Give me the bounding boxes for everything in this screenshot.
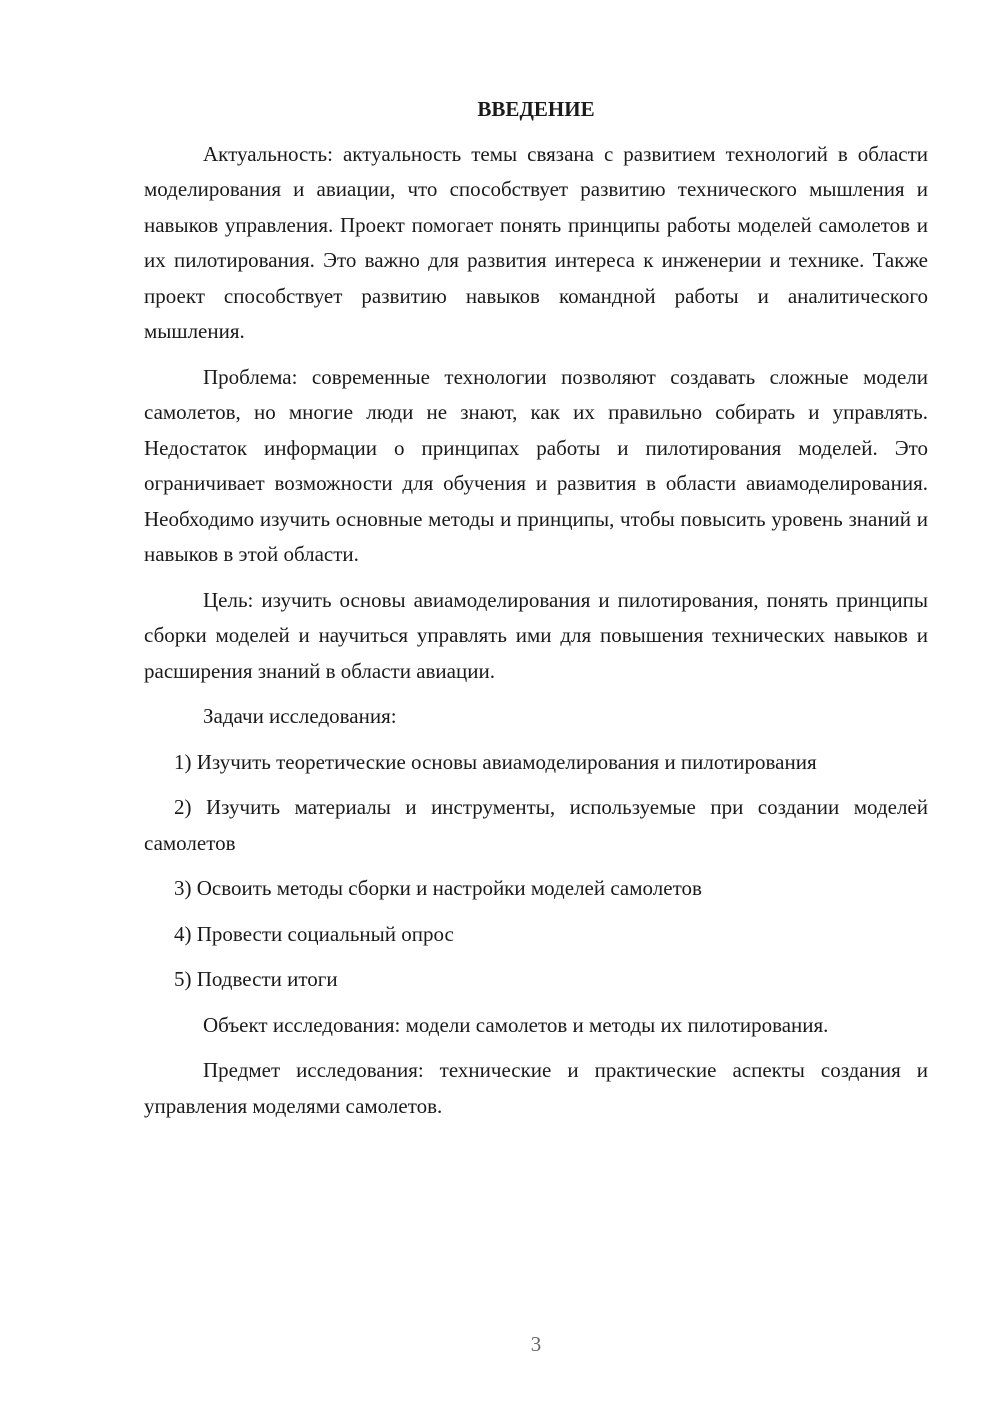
- paragraph-object: Объект исследования: модели самолетов и методы их пилотирования.: [203, 1012, 829, 1037]
- task-item-5: 5) Подвести итоги: [174, 967, 338, 991]
- task-item-3: 3) Освоить методы сборки и настройки моделей самолетов: [174, 876, 702, 900]
- paragraph-relevance: Актуальность: актуальность темы связана с развитием технологий в области моделирования и авиации, что способствует развитию технического мышления и навыков управления. Проект помогает понять принципы работы моделей самолетов и их пилотирования. Это важно для развития интереса к инженерии и технике. Также проект способствует развитию навыков командной работы и аналитического мышления.: [144, 141, 928, 343]
- paragraph-subject: Предмет исследования: технические и практические аспекты создания и управления моделями самолетов.: [144, 1058, 928, 1118]
- task-item-2: 2) Изучить материалы и инструменты, используемые при создании моделей самолетов: [144, 795, 928, 855]
- page-title: ВВЕДЕНИЕ: [477, 97, 595, 121]
- tasks-heading: Задачи исследования:: [203, 704, 397, 728]
- task-item-4: 4) Провести социальный опрос: [174, 921, 454, 946]
- page-number: 3: [530, 1332, 542, 1356]
- paragraph-goal: Цель: изучить основы авиамоделирования и пилотирования, понять принципы сборки моделей и научиться управлять ими для повышения технических навыков и расширения знаний в области авиации.: [144, 587, 928, 683]
- paragraph-problem: Проблема: современные технологии позволяют создавать сложные модели самолетов, но многие люди не знают, как их правильно собирать и управлять. Недостаток информации о принципах работы и пилотирования моделей. Это ограничивает возможности для обучения и развития в области авиамоделирования. Необходимо изучить основные методы и принципы, чтобы повысить уровень знаний и навыков в этой области.: [144, 364, 928, 566]
- document-page: [144, 92, 928, 1134]
- task-item-1: 1) Изучить теоретические основы авиамоделирования и пилотирования: [174, 749, 817, 774]
